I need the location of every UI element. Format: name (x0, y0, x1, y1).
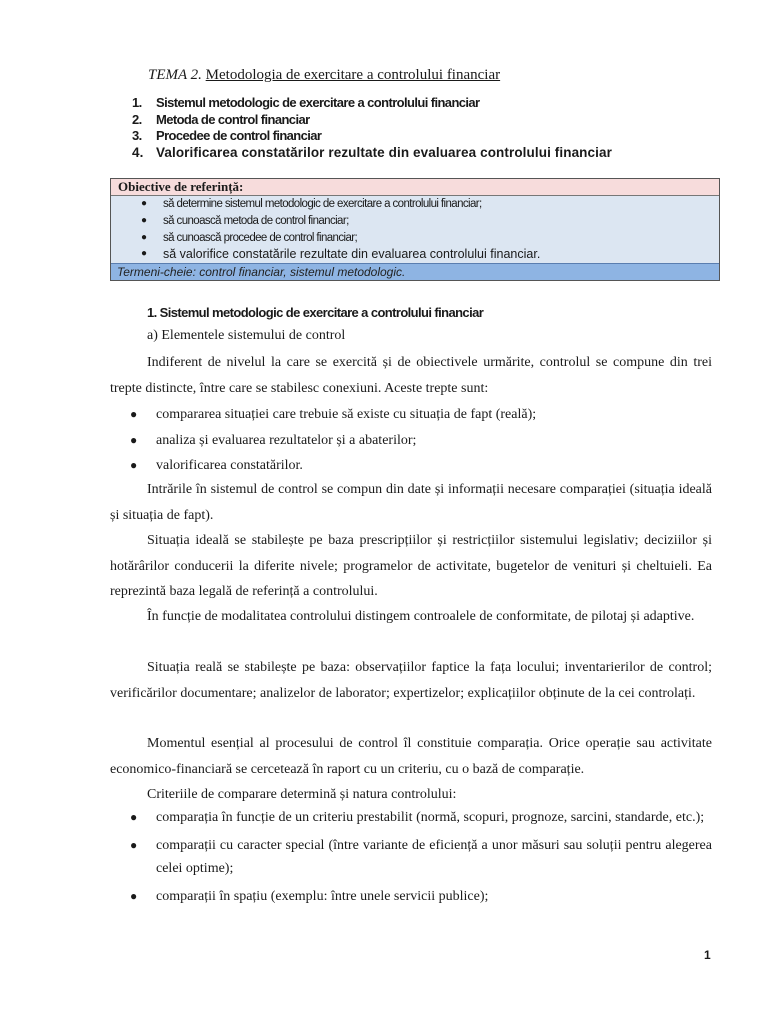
subsection-heading: a) Elementele sistemului de control (147, 328, 346, 343)
bullet-icon: ● (130, 810, 138, 824)
objectives-box (110, 178, 720, 281)
objective-text: să cunoască metoda de control financiar; (163, 214, 349, 227)
bullet-icon: ● (130, 432, 138, 447)
objective-text: să determine sistemul metodologic de exercitare a controlului financiar; (163, 198, 482, 210)
list-item (110, 453, 712, 479)
toc-number: 2. (132, 111, 142, 127)
toc-item (132, 128, 692, 145)
bullet-icon: ● (130, 837, 138, 852)
list-item (110, 834, 712, 881)
objective-text: să cunoască procedee de control financiar; (163, 231, 358, 244)
bullet-icon: ● (141, 214, 147, 226)
bullet-icon: ● (130, 458, 138, 472)
keywords-row: Termeni-cheie: control financiar, sistemul metodologic. (111, 263, 719, 280)
paragraph: Criteriile de comparare determină și natura controlului: (147, 787, 457, 802)
toc-number: 4. (132, 144, 144, 160)
list-item (110, 402, 712, 428)
list-item-text: analiza și evaluarea rezultatelor și a abaterilor; (156, 432, 417, 448)
toc-text: Sistemul metodologic de exercitare a controlului financiar (156, 95, 480, 110)
section-heading: 1. Sistemul metodologic de exercitare a controlului financiar (147, 305, 484, 320)
paragraph: Intrările în sistemul de control se compun din date și informații necesare comparației (situația ideală și situația de fapt). (110, 482, 712, 523)
title-subject: Metodologia de exercitare a controlului financiar (205, 67, 501, 83)
page-number: 1 (704, 948, 711, 962)
bullet-icon: ● (141, 231, 147, 243)
objective-text: să valorifice constatările rezultate din evaluarea controlului financiar. (163, 247, 541, 262)
objective-item (111, 196, 719, 213)
bullet-icon: ● (130, 888, 138, 903)
toc-number: 1. (132, 95, 142, 110)
bullet-icon: ● (130, 407, 138, 421)
list-item-text: comparații în spațiu (exemplu: între unele servicii publice); (156, 888, 489, 904)
list-item-text: comparația în funcție de un criteriu prestabilit (normă, scopuri, prognoze, sarcini, standarde, etc.); (156, 810, 705, 825)
list-item-text: comparații cu caracter special (între variante de eficiență a unor măsuri sau soluții pentru alegerea celei optime); (156, 837, 712, 876)
toc-item (132, 95, 692, 112)
objective-item (111, 213, 719, 230)
toc-item (132, 145, 692, 162)
toc-item (132, 112, 692, 129)
objectives-list (111, 196, 719, 263)
toc-text: Valorificarea constatărilor rezultate din evaluarea controlului financiar (156, 144, 612, 160)
paragraph: Situația ideală se stabilește pe baza prescripțiilor și restricțiilor sistemului legislativ; deciziilor și hotărârilor conducerii la diferite nivele; programelor de activitate, bugetelor de venituri și cheltuieli. Ea reprezintă baza legală de referință a controlului. (110, 533, 712, 599)
objective-item (111, 230, 719, 247)
list-item-text: valorificarea constatărilor. (156, 458, 303, 473)
bullet-icon: ● (141, 248, 148, 260)
objective-item (111, 246, 719, 263)
paragraph: Momentul esențial al procesului de control îl constituie comparația. Orice operație sau activitate economico-financiară se cercetează în raport cu un criteriu, cu o bază de comparație. (110, 736, 712, 777)
table-of-contents (132, 95, 692, 161)
paragraph: Indiferent de nivelul la care se exercită și de obiectivele urmărite, controlul se compune din trei trepte distincte, între care se stabilesc conexiuni. Aceste trepte sunt: (110, 355, 712, 396)
bullet-icon: ● (141, 198, 147, 209)
list-item (110, 885, 712, 909)
paragraph: În funcție de modalitatea controlului distingem controalele de conformitate, de pilotaj și adaptive. (147, 609, 695, 624)
list-item-text: compararea situației care trebuie să existe cu situația de fapt (reală); (156, 407, 537, 422)
criteria-list (110, 806, 712, 912)
toc-number: 3. (132, 128, 142, 143)
list-item (110, 428, 712, 454)
steps-list (110, 402, 712, 479)
paragraph: Situația reală se stabilește pe baza: observațiilor faptice la fața locului; inventarierilor de control; verificărilor documentare; analizelor de laborator; expertizelor; explicațiilor obținute de la cei controlați. (110, 660, 712, 701)
list-item (110, 806, 712, 830)
toc-text: Metoda de control financiar (156, 111, 310, 127)
page-title (148, 67, 500, 84)
toc-text: Procedee de control financiar (156, 128, 322, 143)
title-tema: TEMA 2. (148, 67, 202, 83)
objectives-header: Obiective de referință: (111, 179, 719, 196)
